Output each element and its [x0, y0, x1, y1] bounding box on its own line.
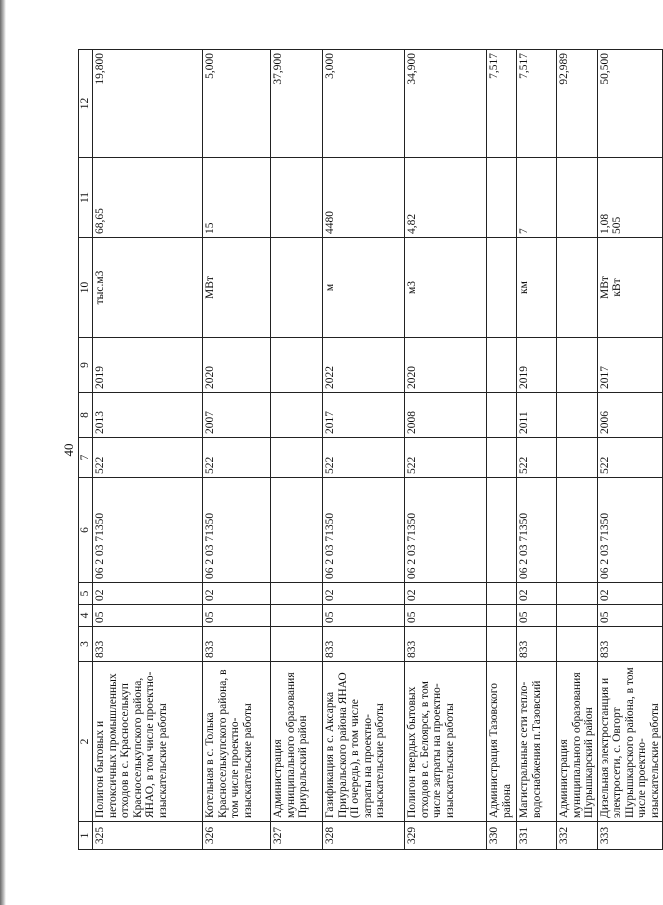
page-number: 40: [61, 443, 76, 457]
year-end-cell: 2022: [323, 338, 405, 393]
code-6-cell: [487, 478, 517, 583]
code-6-cell: [557, 478, 598, 583]
code-3-cell: 833: [323, 627, 405, 662]
year-start-cell: 2017: [323, 393, 405, 438]
code-4-cell: 05: [323, 605, 405, 627]
code-5-cell: [271, 583, 323, 605]
column-number-cell: 12: [79, 50, 93, 158]
column-number-cell: 9: [79, 338, 93, 393]
row-number-cell: 332: [557, 822, 598, 850]
code-3-cell: 833: [93, 627, 203, 662]
year-end-cell: 2020: [203, 338, 271, 393]
unit-cell: м3: [405, 238, 487, 338]
code-7-cell: 522: [203, 438, 271, 478]
object-name-cell: Администрация муниципального образования Приуральский район: [271, 662, 323, 822]
capacity-cell: [557, 158, 598, 238]
column-number-cell: 5: [79, 583, 93, 605]
year-start-cell: [271, 393, 323, 438]
year-start-cell: [487, 393, 517, 438]
table-row: [405, 50, 487, 850]
rotated-page: [60, 50, 661, 850]
table-row: [203, 50, 271, 850]
column-number-cell: 10: [79, 238, 93, 338]
code-3-cell: 833: [517, 627, 557, 662]
year-start-cell: 2013: [93, 393, 203, 438]
data-table: [78, 49, 663, 850]
object-name-cell: Полигон твердых бытовых отходов в с. Белоярск, в том числе затраты на проектно-изыскательские работы: [405, 662, 487, 822]
capacity-cell: 15: [203, 158, 271, 238]
row-number-cell: 330: [487, 822, 517, 850]
table-row: [323, 50, 405, 850]
year-end-cell: 2019: [93, 338, 203, 393]
code-3-cell: [487, 627, 517, 662]
code-7-cell: 522: [93, 438, 203, 478]
year-end-cell: [487, 338, 517, 393]
row-number-cell: 325: [93, 822, 203, 850]
row-number-cell: 327: [271, 822, 323, 850]
code-7-cell: 522: [597, 438, 663, 478]
object-name-cell: Газификация в с. Аксарка Приуральского района ЯНАО (II очередь), в том числе затраты на проектно-изыскательские работы: [323, 662, 405, 822]
column-number-cell: 11: [79, 158, 93, 238]
unit-cell: МВт кВт: [597, 238, 663, 338]
object-name-cell: Дизельная электростанция и электросети, с. Овгорт Шурышкарского района, в том числе проектно-изыскательские работы: [597, 662, 663, 822]
code-4-cell: [271, 605, 323, 627]
code-3-cell: [271, 627, 323, 662]
code-5-cell: [487, 583, 517, 605]
row-number-cell: 329: [405, 822, 487, 850]
code-3-cell: 833: [597, 627, 663, 662]
object-name-cell: Полигон бытовых и нетоксичных промышленных отходов в с. Красноселькуп Красноселькупского района, ЯНАО, в том числе проектно-изыскательские работы: [93, 662, 203, 822]
code-3-cell: [557, 627, 598, 662]
year-end-cell: 2019: [517, 338, 557, 393]
year-start-cell: 2008: [405, 393, 487, 438]
table-row: [271, 50, 323, 850]
unit-cell: м: [323, 238, 405, 338]
code-3-cell: 833: [203, 627, 271, 662]
row-number-cell: 328: [323, 822, 405, 850]
column-number-cell: 8: [79, 393, 93, 438]
unit-cell: [271, 238, 323, 338]
capacity-cell: 4,82: [405, 158, 487, 238]
capacity-cell: 4480: [323, 158, 405, 238]
amount-cell: 50,500: [597, 50, 663, 158]
code-5-cell: 02: [323, 583, 405, 605]
table-row: [557, 50, 598, 850]
row-number-cell: 331: [517, 822, 557, 850]
code-4-cell: 05: [203, 605, 271, 627]
code-6-cell: [271, 478, 323, 583]
capacity-cell: 68,65: [93, 158, 203, 238]
code-7-cell: [271, 438, 323, 478]
column-number-cell: 6: [79, 478, 93, 583]
amount-cell: 7,517: [487, 50, 517, 158]
code-5-cell: 02: [203, 583, 271, 605]
row-number-cell: 333: [597, 822, 663, 850]
unit-cell: км: [517, 238, 557, 338]
year-start-cell: [557, 393, 598, 438]
unit-cell: тыс.м3: [93, 238, 203, 338]
code-4-cell: 05: [597, 605, 663, 627]
year-start-cell: 2007: [203, 393, 271, 438]
scan-edge: [0, 0, 6, 905]
code-6-cell: 06 2 03 71350: [203, 478, 271, 583]
code-6-cell: 06 2 03 71350: [323, 478, 405, 583]
amount-cell: 7,517: [517, 50, 557, 158]
capacity-cell: 1,08 505: [597, 158, 663, 238]
amount-cell: 34,900: [405, 50, 487, 158]
year-end-cell: 2020: [405, 338, 487, 393]
code-4-cell: 05: [405, 605, 487, 627]
code-5-cell: 02: [93, 583, 203, 605]
table-row: [517, 50, 557, 850]
object-name-cell: Администрация Тазовского района: [487, 662, 517, 822]
column-number-cell: 2: [79, 662, 93, 822]
year-start-cell: 2011: [517, 393, 557, 438]
capacity-cell: 7: [517, 158, 557, 238]
code-4-cell: [557, 605, 598, 627]
table-body: [79, 50, 663, 850]
amount-cell: 5,000: [203, 50, 271, 158]
code-6-cell: 06 2 03 71350: [597, 478, 663, 583]
amount-cell: 37,900: [271, 50, 323, 158]
code-7-cell: [487, 438, 517, 478]
code-5-cell: 02: [517, 583, 557, 605]
year-start-cell: 2006: [597, 393, 663, 438]
table-row: [597, 50, 663, 850]
object-name-cell: Магистральные сети тепло-водоснабжения п.Тазовский: [517, 662, 557, 822]
unit-cell: [557, 238, 598, 338]
amount-cell: 3,000: [323, 50, 405, 158]
row-number-cell: 326: [203, 822, 271, 850]
unit-cell: [487, 238, 517, 338]
code-3-cell: 833: [405, 627, 487, 662]
amount-cell: 92,989: [557, 50, 598, 158]
column-number-cell: 7: [79, 438, 93, 478]
code-7-cell: 522: [405, 438, 487, 478]
code-4-cell: 05: [517, 605, 557, 627]
column-number-cell: 4: [79, 605, 93, 627]
code-6-cell: 06 2 03 71350: [93, 478, 203, 583]
code-7-cell: 522: [517, 438, 557, 478]
table-row: [487, 50, 517, 850]
object-name-cell: Администрация муниципального образования Шурышкарский район: [557, 662, 598, 822]
year-end-cell: [271, 338, 323, 393]
code-5-cell: [557, 583, 598, 605]
capacity-cell: [271, 158, 323, 238]
column-number-cell: 1: [79, 822, 93, 850]
object-name-cell: Котельная в с. Толька Красноселькупского района, в том числе проектно-изыскательские работы: [203, 662, 271, 822]
column-number-row: [79, 50, 93, 850]
code-7-cell: 522: [323, 438, 405, 478]
capacity-cell: [487, 158, 517, 238]
code-4-cell: 05: [93, 605, 203, 627]
table-row: [93, 50, 203, 850]
amount-cell: 19,800: [93, 50, 203, 158]
code-5-cell: 02: [405, 583, 487, 605]
code-6-cell: 06 2 03 71350: [517, 478, 557, 583]
column-number-cell: 3: [79, 627, 93, 662]
year-end-cell: [557, 338, 598, 393]
code-7-cell: [557, 438, 598, 478]
year-end-cell: 2017: [597, 338, 663, 393]
code-6-cell: 06 2 03 71350: [405, 478, 487, 583]
code-4-cell: [487, 605, 517, 627]
code-5-cell: 02: [597, 583, 663, 605]
unit-cell: МВт: [203, 238, 271, 338]
